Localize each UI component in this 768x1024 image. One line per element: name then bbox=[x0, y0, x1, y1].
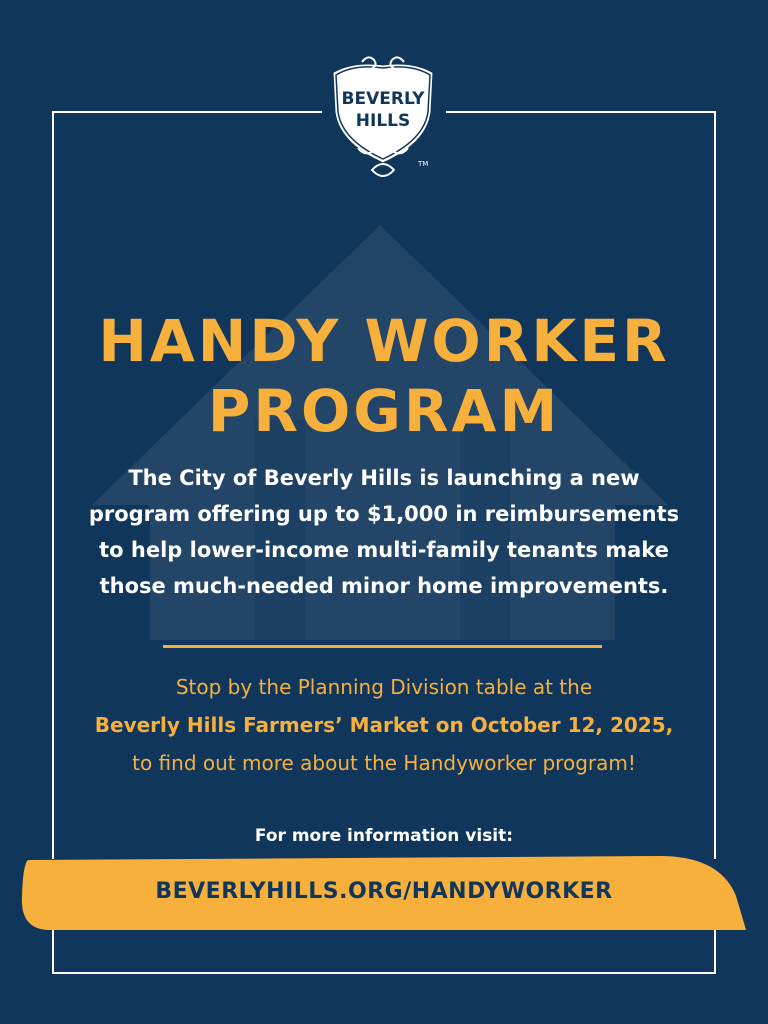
logo-text-hills: HILLS bbox=[355, 111, 411, 131]
program-description bbox=[84, 460, 684, 604]
frame-left-lower bbox=[52, 930, 54, 974]
invite-line: to find out more about the Handyworker program! bbox=[132, 751, 636, 775]
logo-trademark: TM bbox=[418, 160, 429, 168]
frame-top-right bbox=[446, 111, 716, 113]
program-title-line2: PROGRAM bbox=[207, 377, 561, 445]
frame-right-lower bbox=[714, 930, 716, 974]
frame-right-upper bbox=[714, 111, 716, 859]
invite-line: Stop by the Planning Division table at the bbox=[175, 675, 593, 699]
frame-top-left bbox=[52, 111, 322, 113]
event-invitation bbox=[60, 668, 708, 782]
logo-text-beverly: BEVERLY bbox=[341, 89, 425, 109]
frame-bottom bbox=[52, 972, 716, 974]
program-title-line1: HANDY WORKER bbox=[98, 307, 670, 375]
more-info-label: For more information visit: bbox=[254, 826, 514, 846]
beverly-hills-shield-logo bbox=[322, 52, 444, 184]
description-line: those much-needed minor home improvements. bbox=[99, 574, 669, 598]
invite-event-line: Beverly Hills Farmers’ Market on October 12, 2025, bbox=[94, 713, 674, 737]
website-link[interactable]: BEVERLYHILLS.ORG/HANDYWORKER bbox=[155, 879, 613, 904]
frame-left-upper bbox=[52, 111, 54, 859]
description-line: program offering up to $1,000 in reimbursements bbox=[88, 502, 680, 526]
description-line: to help lower-income multi-family tenants make bbox=[99, 538, 669, 562]
divider bbox=[163, 645, 602, 648]
description-line: The City of Beverly Hills is launching a new bbox=[128, 466, 640, 490]
